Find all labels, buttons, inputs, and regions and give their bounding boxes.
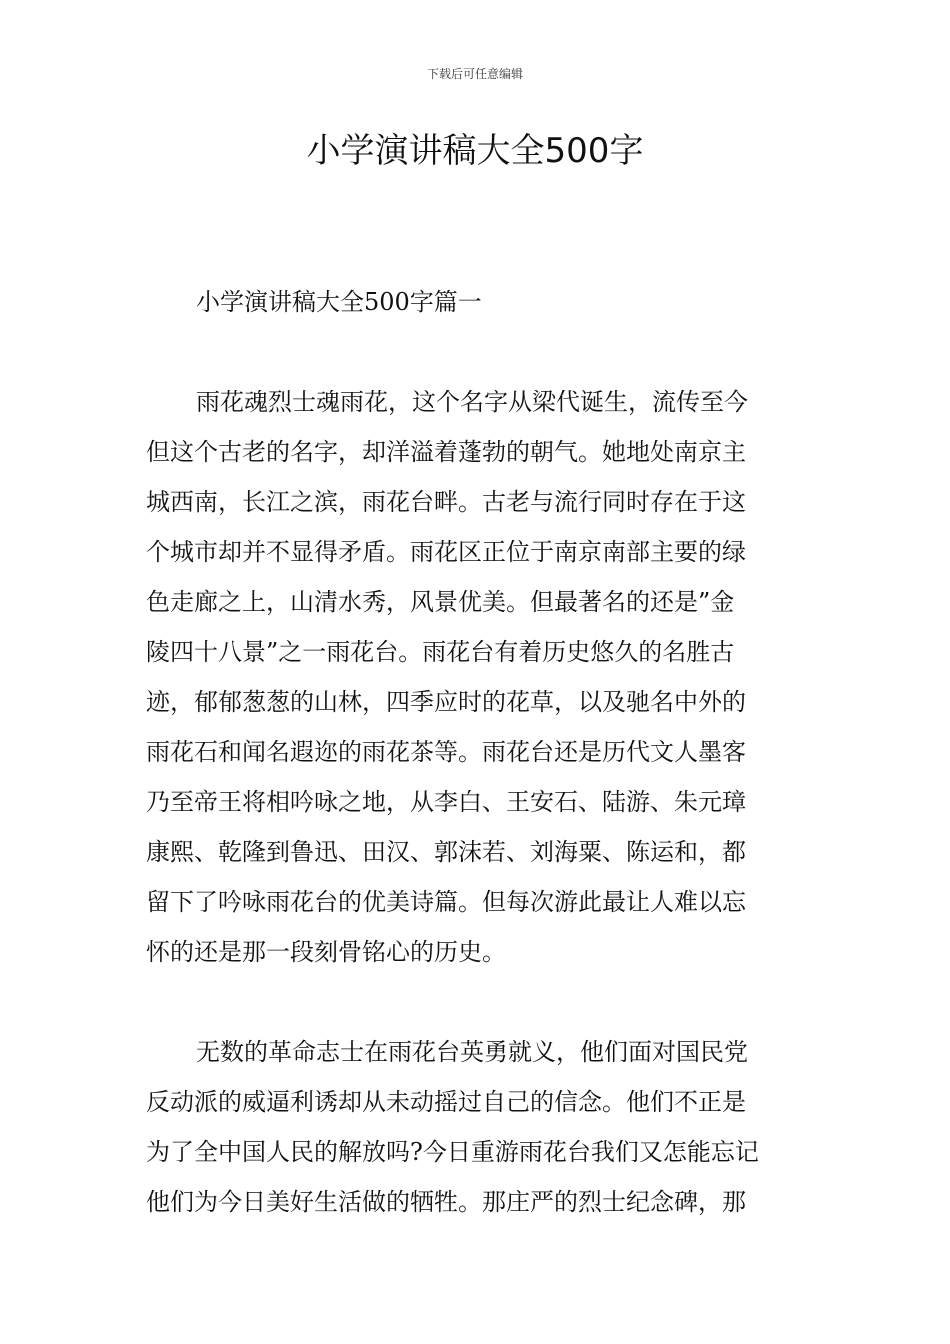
paragraph-line: 色走廊之上，山清水秀，风景优美。但最著名的还是”金 [146,588,735,616]
paragraph-line: 怀的还是那一段刻骨铭心的历史。 [146,938,506,966]
paragraph-spacer [146,327,804,377]
paragraph-line: 个城市却并不显得矛盾。雨花区正位于南京南部主要的绿 [146,538,746,566]
paragraph-line: 雨花石和闻名遐迩的雨花茶等。雨花台还是历代文人墨客 [146,738,746,766]
paragraph-line: 乃至帝王将相吟咏之地，从李白、王安石、陆游、朱元璋 [146,788,746,816]
paragraph-line: 城西南，长江之滨，雨花台畔。古老与流行同时存在于这 [146,488,746,516]
paragraph-1 [146,377,804,977]
paragraph-line: 但这个古老的名字，却洋溢着蓬勃的朝气。她地处南京主 [146,438,746,466]
paragraph-line: 留下了吟咏雨花台的优美诗篇。但每次游此最让人难以忘 [146,888,746,916]
paragraph-line: 为了全中国人民的解放吗?今日重游雨花台我们又怎能忘记 [146,1138,759,1166]
document-body [146,277,804,1227]
section-heading: 小学演讲稿大全500字篇一 [196,288,482,316]
paragraph-line: 迹，郁郁葱葱的山林，四季应时的花草，以及驰名中外的 [146,688,746,716]
document-title: 小学演讲稿大全500字 [306,131,644,171]
paragraph-spacer [146,977,804,1027]
paragraph-line: 康熙、乾隆到鲁迅、田汉、郭沫若、刘海粟、陈运和，都 [146,838,746,866]
header-note: 下载后可任意编辑 [426,67,523,81]
paragraph-line: 他们为今日美好生活做的牺牲。那庄严的烈士纪念碑，那 [146,1188,746,1216]
paragraph-line: 雨花魂烈士魂雨花，这个名字从梁代诞生，流传至今 [196,388,748,416]
paragraph-line: 陵四十八景”之一雨花台。雨花台有着历史悠久的名胜古 [146,638,735,666]
paragraph-line: 无数的革命志士在雨花台英勇就义，他们面对国民党 [196,1038,748,1066]
paragraph-2 [146,1027,804,1227]
paragraph-line: 反动派的威逼利诱却从未动摇过自己的信念。他们不正是 [146,1088,746,1116]
